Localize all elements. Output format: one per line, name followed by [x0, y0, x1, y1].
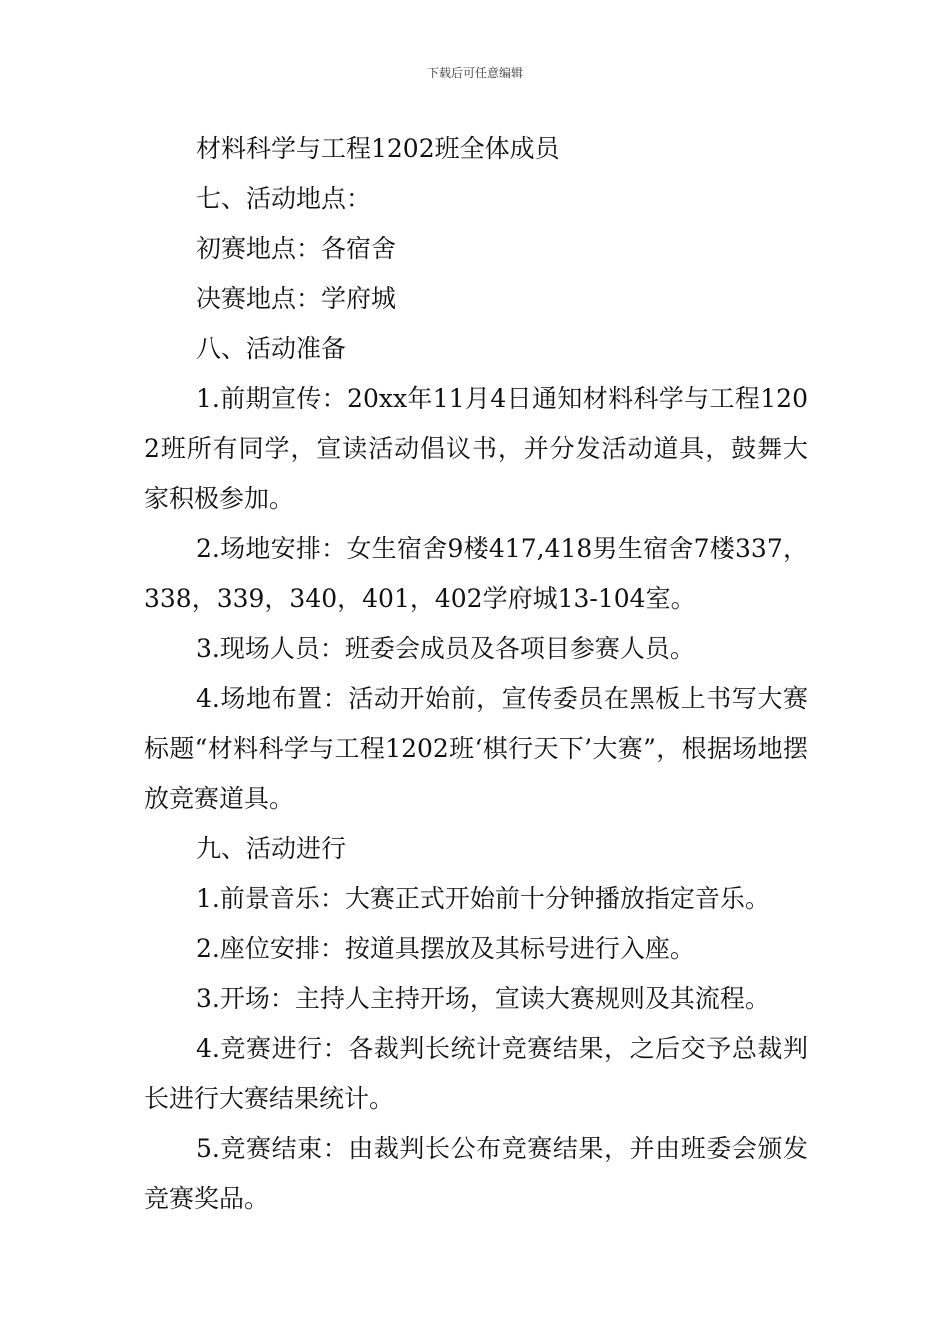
section-heading-location: 七、活动地点： — [196, 184, 372, 213]
section-heading-proceedings: 九、活动进行 — [196, 834, 347, 863]
proc-item-music: 1.前景音乐：大赛正式开始前十分钟播放指定音乐。 — [196, 884, 770, 913]
prep-item-staff: 3.现场人员：班委会成员及各项目参赛人员。 — [196, 634, 695, 663]
preliminary-location: 初赛地点：各宿舍 — [196, 234, 397, 263]
proc-item-competition: 4.竞赛进行：各裁判长统计竞赛结果，之后交予总裁判长进行大赛结果统计。 — [144, 1034, 808, 1113]
prep-item-venue: 2.场地安排：女生宿舍9楼417,418男生宿舍7楼337，338，339，340，401，402学府城13-104室。 — [144, 534, 808, 613]
page-header: 下载后可任意编辑 — [426, 66, 523, 80]
proc-item-opening: 3.开场：主持人主持开场，宣读大赛规则及其流程。 — [196, 984, 770, 1013]
participants-line: 材料科学与工程1202班全体成员 — [196, 134, 560, 163]
prep-item-publicity: 1.前期宣传：20xx年11月4日通知材料科学与工程1202班所有同学，宣读活动倡议书，并分发活动道具，鼓舞大家积极参加。 — [144, 384, 808, 513]
final-location: 决赛地点：学府城 — [196, 284, 397, 313]
proc-item-seating: 2.座位安排：按道具摆放及其标号进行入座。 — [196, 934, 695, 963]
proc-item-closing: 5.竞赛结束：由裁判长公布竞赛结果，并由班委会颁发竞赛奖品。 — [144, 1134, 808, 1213]
section-heading-preparation: 八、活动准备 — [196, 334, 347, 363]
document-body — [144, 124, 808, 1224]
prep-item-layout: 4.场地布置：活动开始前，宣传委员在黑板上书写大赛标题“材料科学与工程1202班‘棋行天下’大赛”，根据场地摆放竞赛道具。 — [144, 684, 808, 813]
